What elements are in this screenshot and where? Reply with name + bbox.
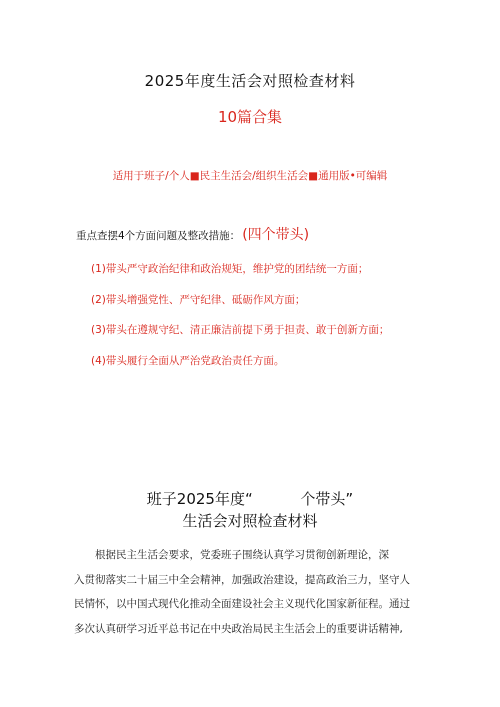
focus-intro: 重点查摆4个方面问题及整改措施： — [76, 230, 241, 242]
focus-item: (4)带头履行全面从严治党政治责任方面。 — [91, 354, 285, 367]
cover-subtitle: 10篇合集 — [217, 108, 283, 126]
focus-highlight: (四个带头) — [242, 227, 310, 243]
cover-title: 2025年度生活会对照检查材料 — [144, 72, 356, 90]
focus-heading — [76, 224, 309, 244]
focus-item: (1)带头严守政治纪律和政治规矩，维护党的团结统一方面； — [91, 263, 369, 275]
document-title-line: 班子2025年度“ 个带头” — [146, 490, 354, 508]
focus-item: (3)带头在遵规守纪、清正廉洁前提下勇于担责、敢于创新方面； — [91, 324, 390, 336]
cover-scope-note: 适用于班子/个人■民主生活会/组织生活会■通用版•可编辑 — [112, 170, 388, 182]
document-body — [74, 543, 410, 641]
body-line: 入贯彻落实二十届三中全会精神，加强政治建设，提高政治三力，坚守人 — [74, 573, 410, 586]
body-line: 多次认真研学习近平总书记在中央政治局民主生活会上的重要讲话精神, — [74, 622, 403, 635]
document-title-line: 生活会对照检查材料 — [182, 512, 318, 530]
body-line: 民情怀，以中国式现代化推动全面建设社会主义现代化国家新征程。通过 — [74, 598, 410, 610]
focus-list — [91, 262, 389, 384]
body-line: 根据民主生活会要求，党委班子围绕认真学习贯彻创新理论，深 — [95, 549, 389, 561]
focus-item: (2)带头增强党性、严守纪律、砥砺作风方面； — [91, 293, 306, 306]
document-title — [0, 488, 500, 532]
